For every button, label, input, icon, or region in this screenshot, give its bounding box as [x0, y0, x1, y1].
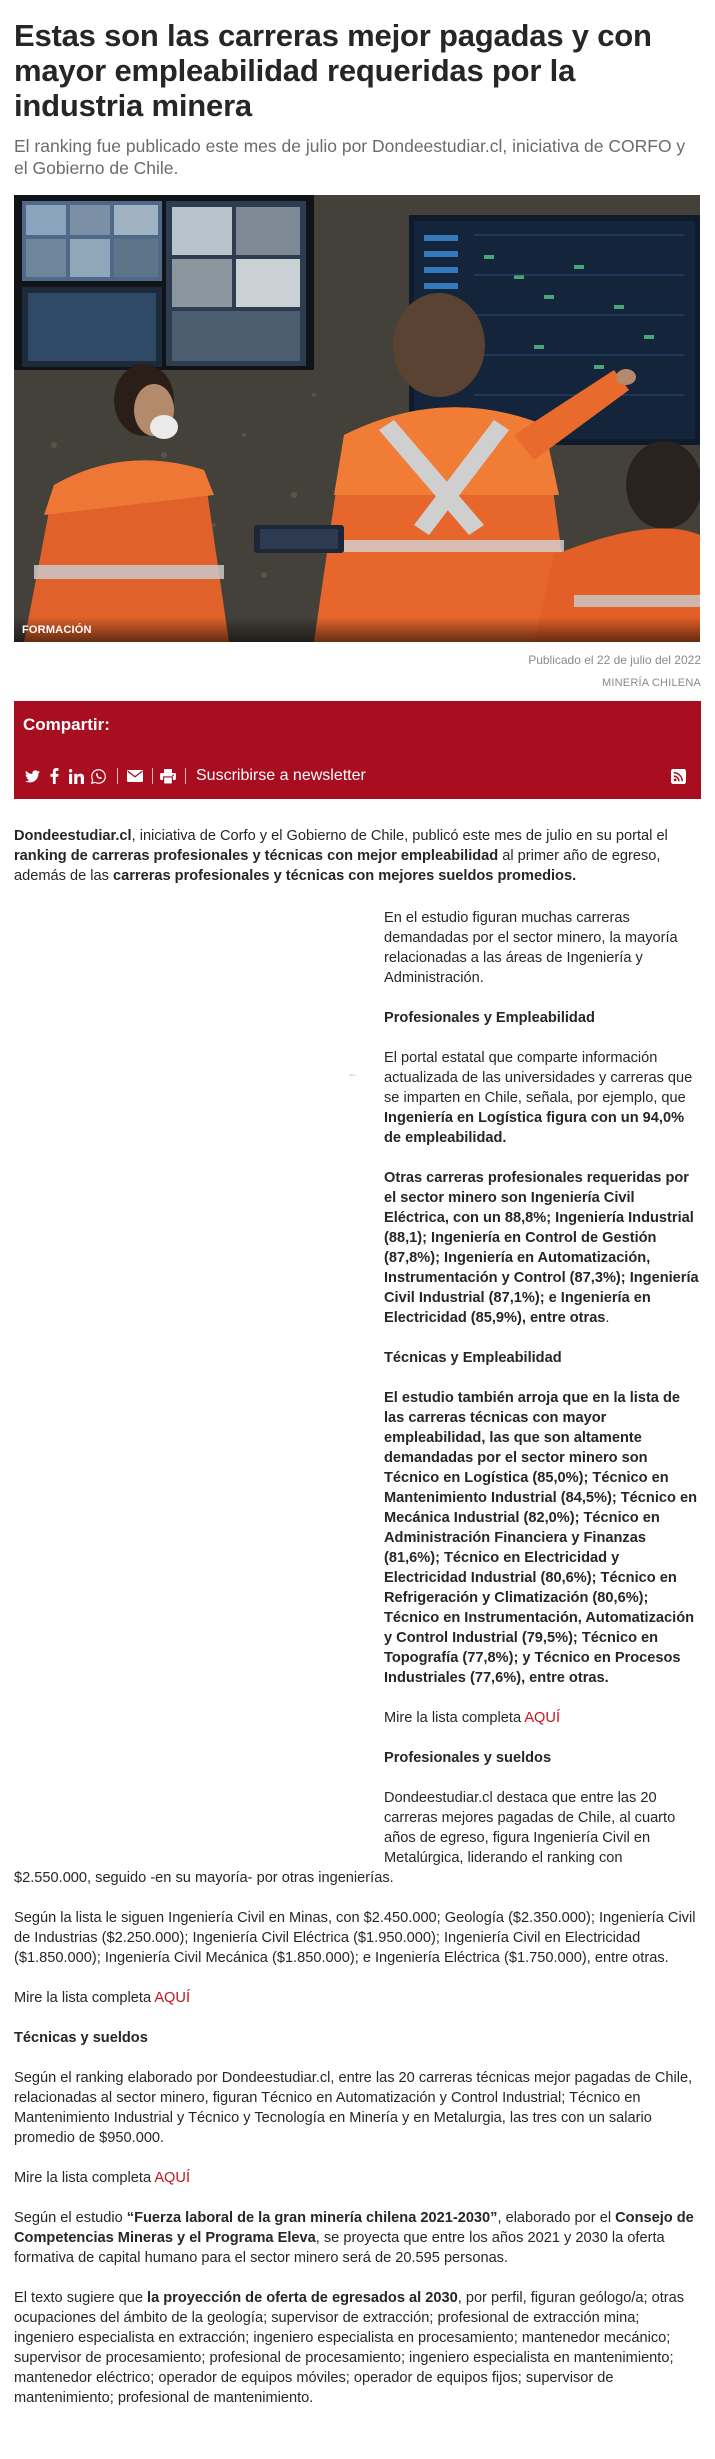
workforce-study-paragraph — [14, 2208, 701, 2268]
intro-text: , iniciativa de Corfo y el Gobierno de Chile, publicó este mes de julio en su portal el — [131, 828, 668, 844]
portal-highlight: Ingeniería en Logística figura con un 94,0% de empleabilidad. — [384, 1110, 685, 1146]
projection-text: El texto sugiere que — [14, 2290, 148, 2306]
rss-icon[interactable] — [669, 767, 687, 785]
email-icon[interactable] — [126, 767, 144, 785]
content-with-float — [14, 908, 701, 1908]
see-list-paragraph — [14, 1988, 701, 2008]
demand-paragraph: En el estudio figuran muchas carreras demandadas por el sector minero, la mayoría relacionadas a las áreas de Ingeniería y Administración. — [384, 910, 678, 986]
see-list-text: Mire la lista completa — [14, 2170, 155, 2186]
projection-paragraph — [14, 2288, 701, 2408]
heading-professional-salaries: Profesionales y sueldos — [384, 1750, 552, 1766]
subscribe-newsletter-link[interactable]: Suscribirse a newsletter — [196, 767, 366, 784]
intro-site-name: Dondeestudiar.cl — [14, 828, 132, 844]
intro-highlight-salaries: carreras profesionales y técnicas con mejores sueldos promedios. — [112, 868, 577, 884]
workforce-text: , se proyecta que entre los años 2021 y 2030 la oferta formativa de capital humano para el sector minero será de 20.595 personas. — [14, 2230, 665, 2266]
workforce-text: Según el estudio — [14, 2210, 127, 2226]
see-list-text: Mire la lista completa — [14, 1990, 155, 2006]
publication-source: MINERÍA CHILENA — [602, 677, 701, 689]
heading-technical-employability: Técnicas y Empleabilidad — [384, 1350, 562, 1366]
other-professions-text: Otras carreras profesionales requeridas por el sector minero son Ingeniería Civil Eléctrica, con un 88,8%; Ingeniería Industrial (88,1); Ingeniería en Control de Gestión (87,8%); Ingeniería en Automatización, Instrumentación y Control (87,3%); Ingeniería Civil Industrial (87,1%); e Ingeniería en Electricidad (85,9%), entre otras — [384, 1170, 699, 1326]
mining-salaries-paragraph: Según la lista le siguen Ingeniería Civil en Minas, con $2.450.000; Geología ($2.350.000); Ingeniería Civil de Industrias ($2.250.000); Ingeniería Civil Eléctrica ($1.950.000); Ingeniería Civil en Electricidad ($1.850.000); Ingeniería Civil Mecánica ($1.850.000); e Ingeniería Eléctrica ($1.750.000), entre otras. — [14, 1910, 696, 1966]
workforce-text: , elaborado por el — [497, 2210, 616, 2226]
linkedin-icon[interactable] — [67, 767, 85, 785]
article-body — [14, 1908, 701, 2408]
article-subtitle: El ranking fue publicado este mes de julio por Dondeestudiar.cl, iniciativa de CORFO y el Gobierno de Chile. — [14, 136, 686, 178]
technical-employability-text: El estudio también arroja que en la lista de las carreras técnicas con mayor empleabilidad, las que son altamente demandadas por el sector minero son Técnico en Logística (85,0%); Técnico en Mantenimiento Industrial (84,5%); Técnico en Mecánica Industrial (82,0%); Técnico en Administración Financiera y Finanzas (81,6%); Técnico en Electricidad y Electricidad Industrial (80,6%); Técnico en Refrigeración y Climatización (80,6%); Técnico en Instrumentación, Automatización y Control Industrial (79,5%); Técnico en Topografía (77,8%); y Técnico en Procesos Industriales (77,6%), entre otras. — [384, 1390, 698, 1686]
heading-professional-employability: Profesionales y Empleabilidad — [384, 1010, 595, 1026]
intro-highlight-ranking: ranking de carreras profesionales y técnicas con mejor empleabilidad — [14, 848, 499, 864]
other-professions-end: . — [605, 1310, 610, 1326]
embedded-media-placeholder — [14, 908, 384, 1860]
workforce-council: Consejo de Competencias Mineras y el Programa Eleva — [14, 2210, 694, 2246]
intro-text: al primer año de egreso, además de las — [14, 848, 661, 884]
see-list-link[interactable]: AQUÍ — [154, 2170, 191, 2186]
article-title: Estas son las carreras mejor pagadas y con mayor empleabilidad requeridas por la industria minera — [14, 18, 652, 123]
twitter-icon[interactable] — [23, 767, 41, 785]
see-list-link[interactable]: AQUÍ — [524, 1710, 561, 1726]
heading-technical-salaries: Técnicas y sueldos — [14, 2030, 148, 2046]
publish-date: Publicado el 22 de julio del 2022 — [528, 653, 701, 667]
portal-text: El portal estatal que comparte información actualizada de las universidades y carreras que se imparten en Chile, señala, por ejemplo, que — [384, 1050, 693, 1106]
share-bar — [14, 701, 701, 799]
share-actions — [23, 766, 691, 786]
salary-paragraph: Dondeestudiar.cl destaca que entre las 20 carreras mejores pagadas de Chile, al cuarto años de egreso, figura Ingeniería Civil en Metalúrgica, liderando el ranking con $2.550.000, seguido -en su mayoría- por otras ingenierías. — [14, 1790, 676, 1886]
share-divider — [152, 768, 153, 784]
workforce-study-title: “Fuerza laboral de la gran minería chilena 2021-2030” — [126, 2210, 498, 2226]
whatsapp-icon[interactable] — [89, 767, 107, 785]
see-list-text: Mire la lista completa — [384, 1710, 525, 1726]
facebook-icon[interactable] — [45, 767, 63, 785]
see-list-paragraph — [14, 2168, 701, 2188]
hero-image — [14, 195, 700, 642]
control-room-photo — [14, 195, 700, 642]
projection-text: , por perfil, figuran geólogo/a; otras ocupaciones del ámbito de la geología; supervisor de extracción; profesional de extracción mina; ingeniero especialista en extracción; ingeniero especialista en procesamiento; mantenedor mecánico; supervisor de procesamiento; profesional de procesamiento; ingeniero especialista en mantenimiento; mantenedor eléctrico; operador de equipos móviles; operador de equipos fijos; supervisor de mantenimiento; profesional de mantenimiento. — [14, 2290, 685, 2406]
arrow-left-icon: ← — [347, 1066, 359, 1080]
share-divider — [185, 768, 186, 784]
image-category-tag[interactable]: FORMACIÓN — [14, 617, 700, 642]
share-title: Compartir: — [23, 715, 110, 734]
projection-highlight: la proyección de oferta de egresados al 2030 — [147, 2290, 458, 2306]
technical-salaries-paragraph: Según el ranking elaborado por Dondeestudiar.cl, entre las 20 carreras técnicas mejor pagadas de Chile, relacionadas al sector minero, figuran Técnico en Automatización y Control Industrial; Técnico en Mantenimiento Industrial y Técnico y Tecnología en Minería y en Metalurgia, las tres con un salario promedio de $950.000. — [14, 2070, 693, 2146]
print-icon[interactable] — [159, 767, 177, 785]
see-list-link[interactable]: AQUÍ — [154, 1990, 191, 2006]
intro-paragraph — [14, 826, 701, 886]
share-divider — [117, 768, 118, 784]
